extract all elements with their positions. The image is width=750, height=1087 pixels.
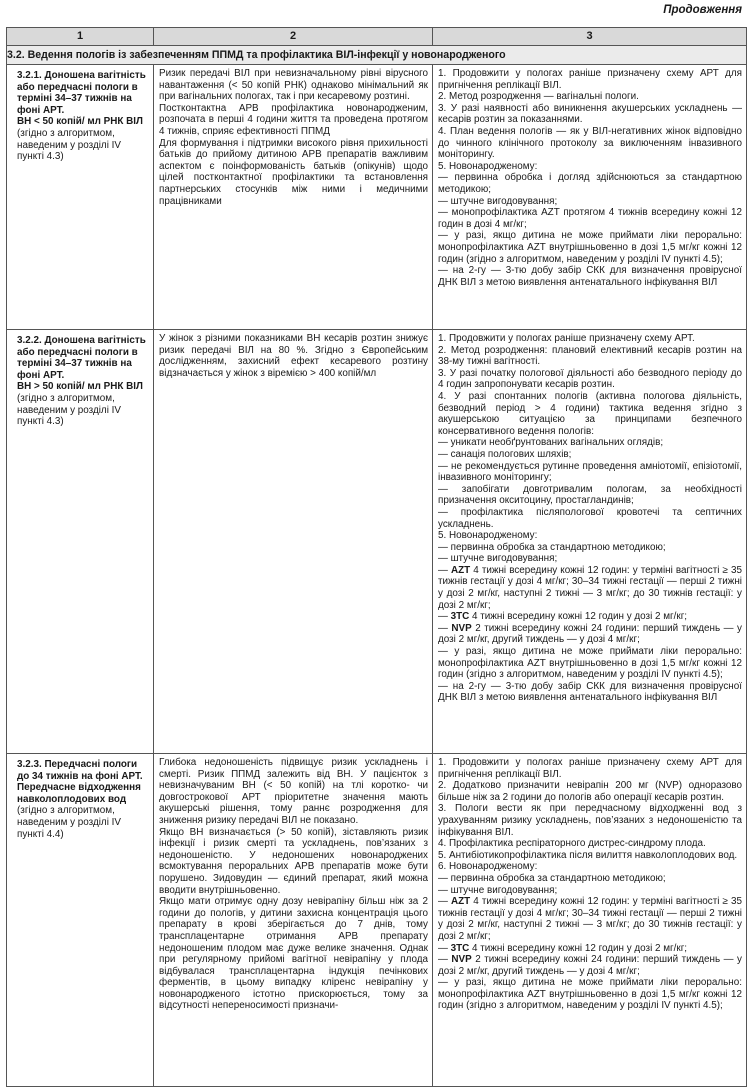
action-item: — AZT 4 тижні всередину кожні 12 годин: у терміні вагітності ≥ 35 тижнів гестації у дозі 4 мг/кг; 30–34 тижні гестації — перші 2 тижні у дозі 2 мг/кг, наступні 2 тижні — 3 мг/кг; до 30 тижнів гестації: у дозі 2 мг/кг; xyxy=(438,896,742,942)
action-item: — AZT 4 тижні всередину кожні 12 годин: у терміні вагітності ≥ 35 тижнів гестації у дозі 4 мг/кг; 30–34 тижні гестації — перші 2 тижні у дозі 2 мг/кг, наступні 2 тижні — 3 мг/кг; до 30 тижнів гестації: у дозі 2 мг/кг; xyxy=(438,564,742,611)
action-item: — санація пологових шляхів; xyxy=(438,448,572,460)
condition-note: (згідно з алгоритмом, наведеним у розділі IV пункті 4.4) xyxy=(17,805,121,840)
row-3-condition xyxy=(7,754,154,1087)
condition-title: 3.2.3. Передчасні пологи до 34 тижнів на фоні АРТ. Передчасне відходження навколоплодових вод xyxy=(17,759,143,805)
action-item: 3. Пологи вести як при передчасному відходженні вод з урахуванням ризику ускладнень, пов’язаних з недоношеністю та інфікування ВІЛ. xyxy=(438,803,742,838)
table-row xyxy=(7,330,747,754)
row-1-condition xyxy=(7,65,154,330)
header-row xyxy=(7,28,747,46)
action-item: — штучне вигодовування; xyxy=(438,195,558,207)
condition-note: (згідно з алгоритмом, наведеним у розділі IV пункті 4.3) xyxy=(17,392,121,428)
rationale-paragraph: Ризик передачі ВІЛ при невизначальному рівні вірусного навантаження (< 50 копій РНК) однаково мінімальний як при вагінальних пологах, так і при кесаревому розтині. xyxy=(159,68,428,103)
condition-viral-load: ВН < 50 копій/ мл РНК ВІЛ xyxy=(17,116,143,128)
action-item: 6. Новонародженому: xyxy=(438,861,538,873)
header-col-1: 1 xyxy=(7,28,154,46)
row-2-actions xyxy=(433,330,747,754)
row-1-rationale xyxy=(154,65,433,330)
rationale-paragraph: Для формування і підтримки високого рівня прихильності батьків до прийому дитиною АРВ препаратів важливим аспектом є поінформованість батьків (опікунів) щодо цілей постконтактної профілактики та встановлення партнерських стосунків між ними і медичними працівниками xyxy=(159,137,428,207)
rationale-paragraph: Якщо ВН визначається (> 50 копій), зіставляють ризик інфекції і ризик смерті та ускладнень, пов’язаних з недоношеністю. У недоношених новонароджених всмоктування пероральних АРВ препаратів може бути порушено. Зидовудин — єдиний препарат, який можна вводити внутрішньовенно. xyxy=(159,826,428,896)
action-item: — первинна обробка за стандартною методикою; xyxy=(438,541,666,553)
row-1-actions xyxy=(433,65,747,330)
action-item: — 3TC 4 тижні всередину кожні 12 годин у дозі 2 мг/кг; xyxy=(438,611,688,623)
action-item: — штучне вигодовування; xyxy=(438,553,558,565)
condition-note: (згідно з алгоритмом, наведеним у розділі IV пункті 4.3) xyxy=(17,127,121,163)
action-item: 5. Новонародженому: xyxy=(438,160,538,172)
row-2-rationale xyxy=(154,330,433,754)
action-item: — не рекомендується рутинне проведення амніотомії, епізіотомії, інвазивного моніторингу; xyxy=(438,460,742,484)
action-item: — монопрофілактика AZT протягом 4 тижнів всередину кожні 12 годин в дозі 4 мг/кг; xyxy=(438,207,742,230)
action-item: — у разі, якщо дитина не може приймати ліки перорально: монопрофілактика AZT внутрішньовенно в дозі 1,5 мг/кг кожні 12 годин (згідно з алгоритмом, наведеним у розділі IV пункті 4.5); xyxy=(438,646,742,681)
action-item: 5. Новонародженому: xyxy=(438,530,538,542)
action-item: — 3TC 4 тижні всередину кожні 12 годин у дозі 2 мг/кг; xyxy=(438,942,688,954)
action-item: 2. Метод розродження — вагінальні пологи. xyxy=(438,91,639,103)
action-item: 1. Продовжити у пологах раніше призначену схему АРТ для пригнічення реплікації ВІЛ. xyxy=(438,68,742,91)
header-col-3: 3 xyxy=(433,28,747,46)
action-item: — уникати необґрунтованих вагінальних оглядів; xyxy=(438,437,664,449)
condition-title: 3.2.2. Доношена вагітність або передчасні пологи в терміні 34–37 тижнів на фоні АРТ. xyxy=(17,335,146,381)
action-item: 5. Антибіотикопрофілактика після вилиття навколоплодових вод. xyxy=(438,849,738,861)
action-item: — запобігати довготривалим пологам, за необхідності призначення окситоцину, простагландинів; xyxy=(438,483,742,507)
header-col-2: 2 xyxy=(154,28,433,46)
row-2-condition xyxy=(7,330,154,754)
protocol-table xyxy=(6,27,747,1087)
action-item: 2. Додатково призначити невірапін 200 мг (NVP) одноразово більше ніж за 2 години до пологів або операції кесарів розтин. xyxy=(438,780,742,803)
action-item: — у разі, якщо дитина не може приймати ліки перорально: монопрофілактика AZT внутрішньовенно в дозі 1,5 мг/кг кожні 12 годин (згідно з алгоритмом, наведеним у розділі IV пункті 4.5); xyxy=(438,977,742,1012)
action-item: — первинна обробка і догляд здійснюються за стандартною методикою; xyxy=(438,172,742,195)
action-item: — на 2-гу — 3-тю добу забір СКК для визначення провірусної ДНК ВІЛ з метою виявлення антенатального інфікування ВІЛ xyxy=(438,265,742,288)
action-item: 1. Продовжити у пологах раніше призначену схему АРТ для пригнічення реплікації ВІЛ. xyxy=(438,757,742,780)
rationale-paragraph: У жінок з різними показниками ВН кесарів розтин знижує ризик передачі ВІЛ на 80 %. Згідно з Європейським дослідженням, захисний ефект кесаревого розтину відзначається у жінок з віремією > 400 копій/мл xyxy=(159,333,428,379)
rationale-paragraph: Постконтактна АРВ профілактика новонародженим, розпочата в перші 4 години життя та проведена протягом 4 тижнів, сприяє ефективності ППМД xyxy=(159,102,428,137)
table-row xyxy=(7,754,747,1087)
action-item: — штучне вигодовування; xyxy=(438,884,558,896)
action-item: 1. Продовжити у пологах раніше призначену схему АРТ. xyxy=(438,333,695,344)
action-item: 4. План ведення пологів — як у ВІЛ-негативних жінок відповідно до чинного клінічного протоколу за виключенням інвазивного моніторингу. xyxy=(438,125,742,161)
action-item: — на 2-гу — 3-тю добу забір СКК для визначення провірусної ДНК ВІЛ з метою виявлення антенатального інфікування ВІЛ xyxy=(438,680,742,704)
continuation-label: Продовження xyxy=(663,4,742,16)
action-item: 3. У разі початку пологової діяльності або безводного періоду до 4 годин запропонувати кесарів розтин. xyxy=(438,367,742,391)
section-row xyxy=(7,46,747,65)
action-item: — NVP 2 тижні всередину кожні 24 години: перший тиждень — у дозі 2 мг/кг, другий тиждень — у дозі 4 мг/кг; xyxy=(438,954,742,977)
rationale-paragraph: Якщо мати отримує одну дозу невірапіну більш ніж за 2 години до пологів, у дитини захисна концентрація цього препарату в крові зберігається до 7 днів, тому трансплацентарне отримання АРВ препарату недоношеним плодом має дуже велике значення. Однак при регулярному прийомі вагітної невірапіну у плода відбувалася трансплацентарна індукція печінкових ферментів, в цьому випадку кліренс невірапіну у новонародженого істотно прискорюється, тому за відсутності непереносимості призначи- xyxy=(159,896,428,1012)
action-item: 4. Профілактика респіраторного дистрес-синдрому плода. xyxy=(438,838,706,850)
row-3-rationale xyxy=(154,754,433,1087)
action-item: 3. У разі наявності або виникнення акушерських ускладнень — кесарів розтин за показаннями. xyxy=(438,102,742,126)
action-item: — у разі, якщо дитина не може приймати ліки перорально: монопрофілактика AZT внутрішньовенно в дозі 1,5 мг/кг кожні 12 годин (згідно з алгоритмом, наведеним у розділі IV пункті 4.5); xyxy=(438,230,742,265)
table-row xyxy=(7,65,747,330)
action-item: 2. Метод розродження: плановий елективний кесарів розтин на 38-му тижні вагітності. xyxy=(438,344,742,368)
section-title: 3.2. Ведення пологів із забезпеченням ППМД та профілактика ВІЛ-інфекції у новонародженого xyxy=(7,46,747,65)
row-3-actions xyxy=(433,754,747,1087)
condition-title: 3.2.1. Доношена вагітність або передчасні пологи в терміні 34–37 тижнів на фоні АРТ. xyxy=(17,70,146,116)
action-item: — профілактика післяпологової кровотечі та септичних ускладнень. xyxy=(438,506,742,530)
action-item: — NVP 2 тижні всередину кожні 24 години: перший тиждень — у дозі 2 мг/кг, другий тиждень — у дозі 4 мг/кг; xyxy=(438,622,742,646)
rationale-paragraph: Глибока недоношеність підвищує ризик ускладнень і смерті. Ризик ППМД залежить від ВН. У пацієнток з невизначуваним ВН (< 50 копій) на тлі коротко- чи довгострокової АРТ пріоритетне значення мають акушерські рішення, тому раннє розродження для зниження ризику передачі ВІЛ не показано. xyxy=(159,757,428,826)
condition-viral-load: ВН > 50 копій/ мл РНК ВІЛ xyxy=(17,381,143,393)
action-item: — первинна обробка за стандартною методикою; xyxy=(438,872,666,884)
action-item: 4. У разі спонтанних пологів (активна пологова діяльність, безводний період > 4 години) тактика ведення згідно з акушерською ситуацією за принципами безпечного консервативного ведення пологів: xyxy=(438,390,742,437)
